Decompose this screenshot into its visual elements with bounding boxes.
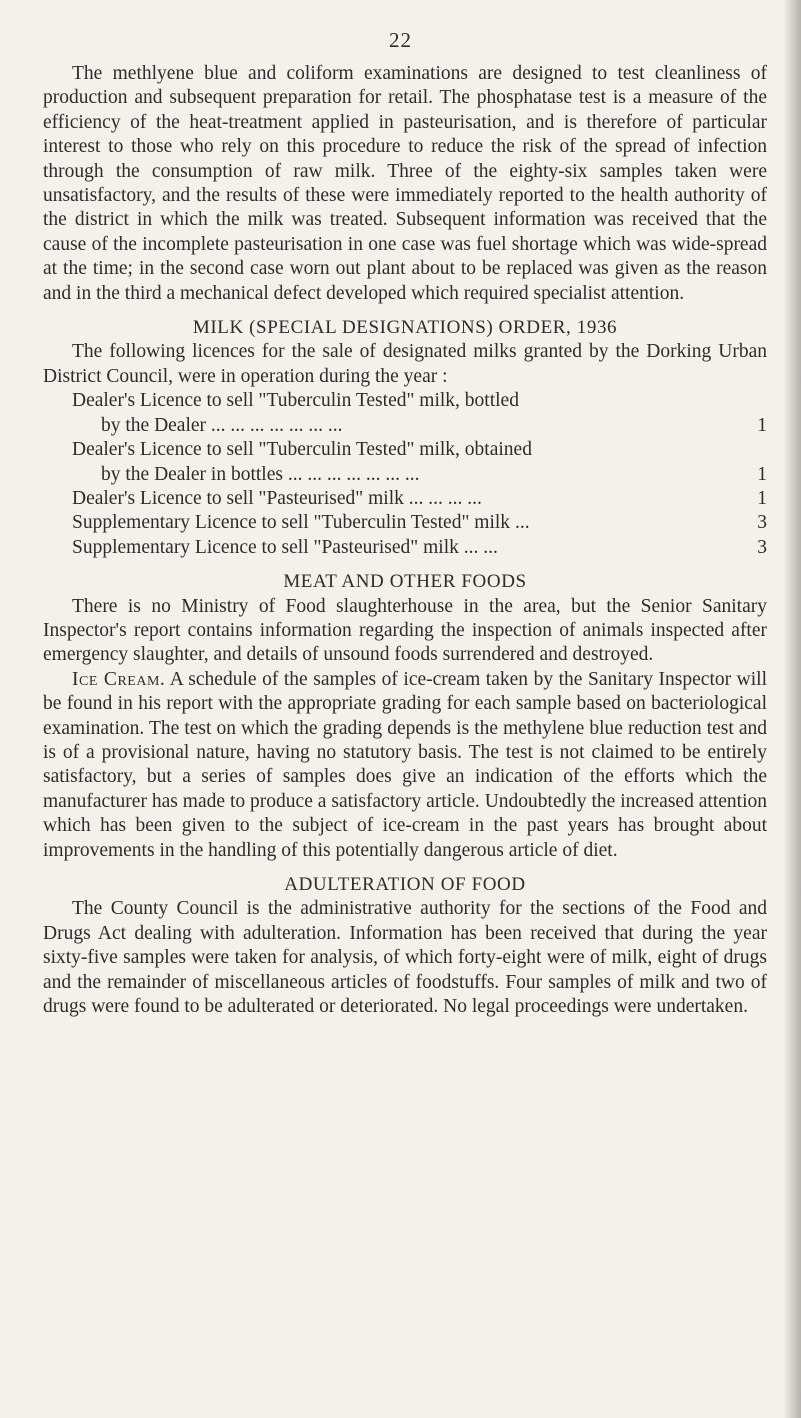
licence-item — [43, 536, 767, 560]
licence-count: 3 — [757, 536, 767, 558]
dot-leader: ... — [510, 512, 530, 534]
dot-leader: ... ... — [458, 536, 498, 558]
page-body — [43, 62, 767, 1019]
paragraph-slaughterhouse: There is no Ministry of Food slaughterhouse in the area, but the Senior Sanitary Inspector's report contains information regarding the inspection of animals inspected after emergency slaughter, and details of unsound foods surrendered and destroyed. — [43, 595, 767, 666]
page-edge-shadow — [783, 0, 801, 1418]
licence-item-text: Dealer's Licence to sell "Tuberculin Tested" milk, obtained — [72, 439, 532, 461]
licence-item — [43, 487, 767, 511]
page-number: 22 — [389, 28, 412, 52]
heading-milk-designations-order: MILK (SPECIAL DESIGNATIONS) ORDER, 1936 — [192, 317, 618, 339]
dot-leader: ... ... ... ... ... ... ... — [282, 463, 420, 485]
paragraph-licences-intro: The following licences for the sale of designated milks granted by the Dorking Urban District Council, were in operation during the year : — [43, 341, 767, 387]
licence-item — [43, 389, 767, 438]
licence-count: 1 — [757, 414, 767, 436]
licence-item-text-cont — [72, 414, 733, 438]
licence-item-text: Supplementary Licence to sell "Tuberculin Tested" milk — [72, 512, 511, 534]
licence-item-text: Dealer's Licence to sell "Pasteurised" milk — [72, 487, 404, 509]
heading-adulteration-of-food: ADULTERATION OF FOOD — [284, 874, 526, 895]
heading-meat-and-other-foods: MEAT AND OTHER FOODS — [283, 571, 527, 593]
licence-list — [43, 389, 767, 560]
licence-item — [43, 438, 767, 487]
licence-item-text: Supplementary Licence to sell "Pasteurised" milk — [72, 536, 459, 558]
ice-cream-lead: Ice Cream. — [72, 668, 166, 690]
ice-cream-text: A schedule of the samples of ice-cream taken by the Sanitary Inspector will be found in his report with the appropriate grading for each sample based on bacteriological examination. The test on which the grading depends is the methylene blue reduction test and is of a provisional nature, having no statutory basis. The test is not claimed to be entirely satisfactory, but a series of samples does give an indication of the efforts which the manufacturer has made to produce a satisfactory article. Undoubtedly the increased attention which has been given to the subject of ice-cream in the past years has brought about improvements in the handling of this potentially dangerous article of diet. — [43, 668, 767, 861]
licence-count: 3 — [757, 512, 767, 534]
licence-item-text: Dealer's Licence to sell "Tuberculin Tested" milk, bottled — [72, 390, 519, 412]
licence-count: 1 — [757, 487, 767, 509]
paragraph-ice-cream — [43, 668, 767, 863]
paragraph-adulteration: The County Council is the administrative authority for the sections of the Food and Drugs Act dealing with adulteration. Information has been received that during the year sixty-five samples were taken for analysis, of which forty-eight were of milk, eight of drugs and the remainder of miscellaneous articles of foodstuffs. Four samples of milk and two of drugs were found to be adulterated or deteriorated. No legal proceedings were undertaken. — [43, 898, 767, 1018]
licence-item-text-cont — [72, 463, 733, 487]
paragraph-pasteurisation-tests: The methlyene blue and coliform examinations are designed to test cleanliness of production and subsequent preparation for retail. The phosphatase test is a measure of the efficiency of the heat-treatment applied in pasteurisation, and is therefore of particular interest to those who rely on this procedure to reduce the risk of the spread of infection through the consumption of raw milk. Three of the eighty-six samples taken were unsatisfactory, and the results of these were immediately reported to the health authority of the district in which the milk was treated. Subsequent information was received that the cause of the incomplete pasteurisation in one case was fuel shortage which was wide-spread at the time; in the second case worn out plant about to be replaced was given as the reason and in the third a mechanical defect developed which required specialist attention. — [43, 63, 767, 304]
licence-item-text-line2: by the Dealer in bottles — [101, 463, 283, 485]
licence-item-text-line2: by the Dealer — [101, 414, 207, 436]
licence-count: 1 — [757, 463, 767, 485]
dot-leader: ... ... ... ... — [403, 487, 482, 509]
dot-leader: ... ... ... ... ... ... ... — [206, 414, 343, 436]
licence-item — [43, 511, 767, 535]
